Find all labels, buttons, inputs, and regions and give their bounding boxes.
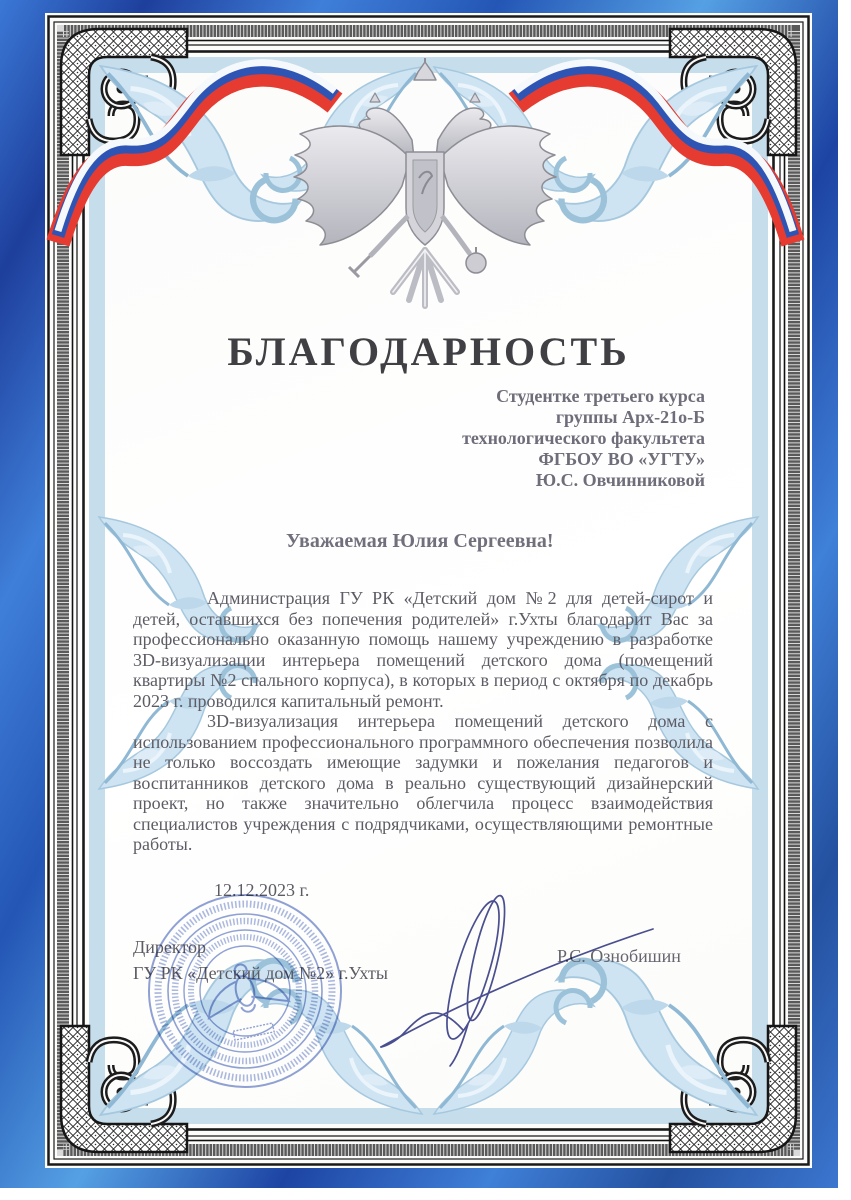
signer-title-line: Директор [133,937,207,957]
recipient-line: Ю.С. Овчинниковой [535,470,705,490]
seal-bird-emblem [199,956,289,1020]
official-seal-icon [140,886,350,1096]
recipient-line: Студентке третьего курса [496,386,705,406]
paragraph-2: 3D-визуализация интерьера помещений детского дома с использованием профессионального программного обеспечения позволила не только воссоздать имеющие задумки и пожелания педагогов и воспитанников детского дома в реально существующий дизайнерский проект, но также значительно облегчила процесс взаимодействия специалистов учреждения с подрядчиками, осуществляющими ремонтные работы. [133,711,713,854]
signer-title-line: ГУ РК «Детский дом №2» г.Ухты [133,963,388,983]
signature-icon [368,852,668,1070]
body-text [133,588,713,855]
recipient-block [462,386,705,491]
certificate-title: БЛАГОДАРНОСТЬ [227,329,630,374]
recipient-line: ФГБОУ ВО «УГТУ» [538,449,705,469]
paragraph-1: Администрация ГУ РК «Детский дом №2 для детей-сирот и детей, оставшихся без попечения родителей» г.Ухты благодарит Вас за профессионально оказанную помощь нашему учреждению в разработке 3D-визуализации интерьера помещений детского дома (помещений квартиры №2 спального корпуса), в которых в период с октября по декабрь 2023 г. проводился капитальный ремонт. [133,588,713,711]
signer-name: Р.С. Ознобишин [557,946,681,966]
date: 12.12.2023 г. [214,880,310,900]
salutation: Уважаемая Юлия Сергеевна! [286,530,554,552]
header-graphic [40,58,811,348]
recipient-line: технологического факультета [462,428,705,448]
recipient-line: группы Арх-21о-Б [555,407,705,427]
